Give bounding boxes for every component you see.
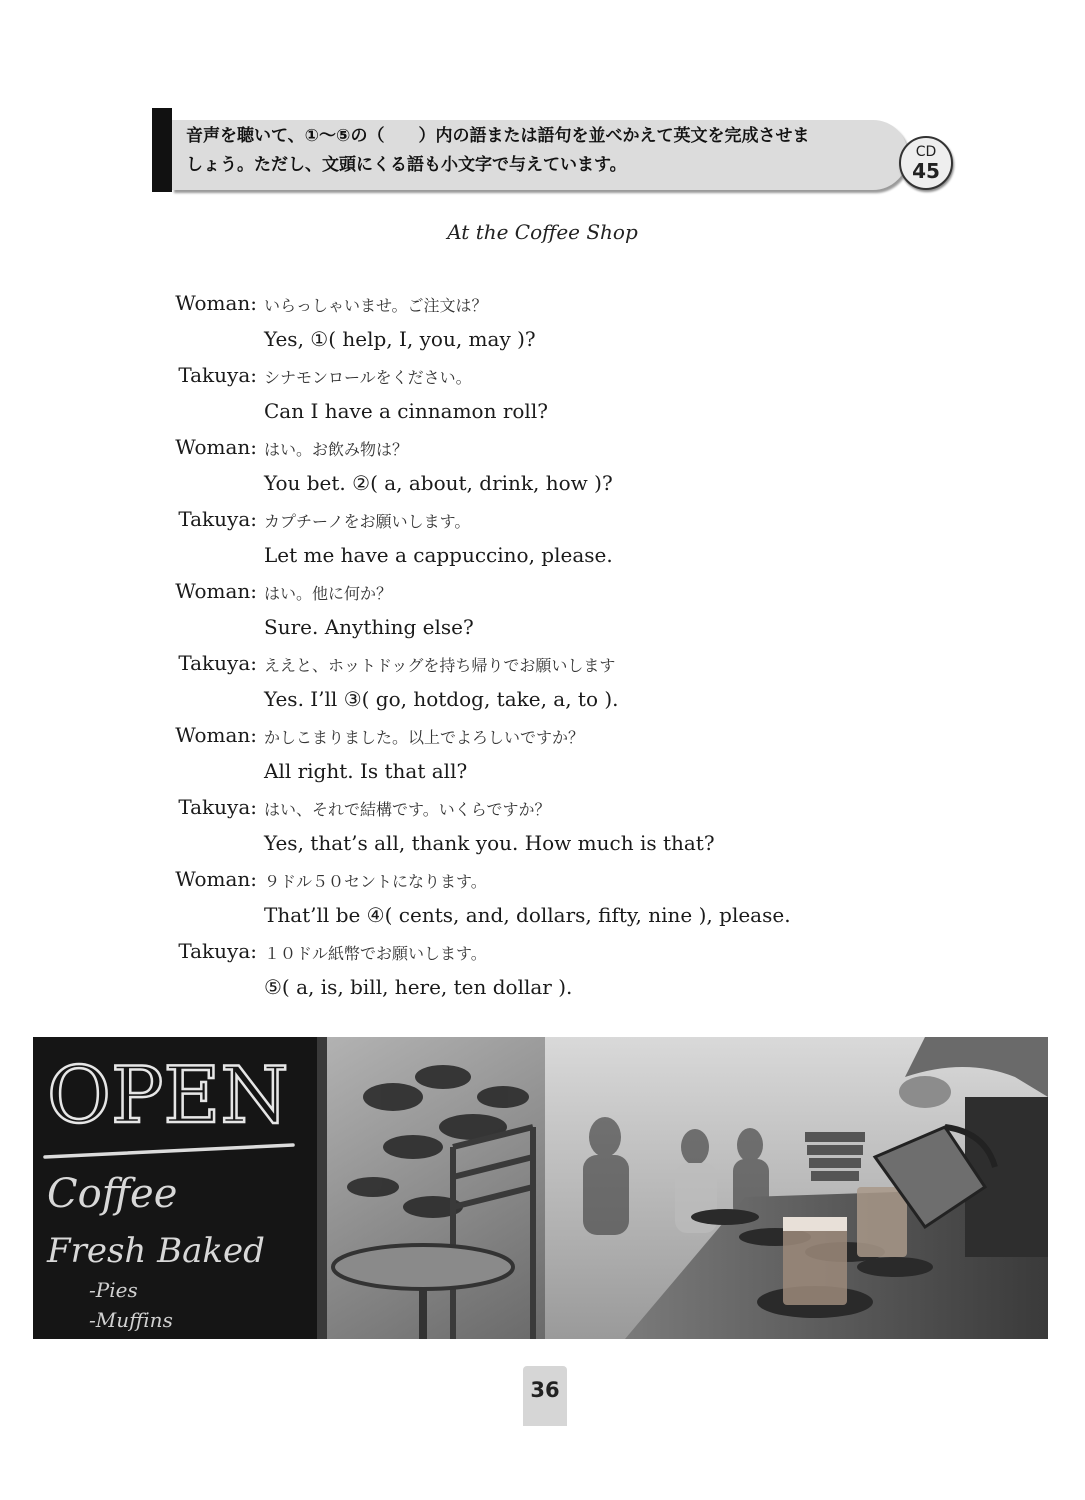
english-line: All right. Is that all? bbox=[264, 759, 468, 783]
dialogue-turn-en bbox=[0, 898, 1085, 934]
instruction-text: 音声を聴いて、①〜⑤の（ ）内の語または語句を並べかえて英文を完成させま しょう。ただし、文頭にくる語も小文字で与えています。 bbox=[186, 126, 810, 175]
dialogue-turn-en bbox=[0, 970, 1085, 1006]
dialogue-title: At the Coffee Shop bbox=[447, 220, 638, 244]
dialogue-turn-ja bbox=[0, 790, 1085, 826]
photo-chalkboard bbox=[33, 1037, 545, 1339]
japanese-line: カプチーノをお願いします。 bbox=[264, 512, 471, 531]
chalk-pies: -Pies bbox=[89, 1278, 138, 1302]
english-line: That’ll be ④( cents, and, dollars, fifty, nine ), please. bbox=[264, 903, 791, 927]
dialogue-turn-en bbox=[0, 538, 1085, 574]
speaker-name: Takuya: bbox=[178, 939, 257, 963]
chalk-open: OPEN bbox=[47, 1051, 289, 1141]
instruction-banner bbox=[152, 108, 940, 192]
banner-accent-bar bbox=[152, 108, 172, 192]
dialogue-turn-en bbox=[0, 394, 1085, 430]
japanese-line: １０ドル紙幣でお願いします。 bbox=[264, 944, 487, 963]
dialogue-turn-ja bbox=[0, 574, 1085, 610]
chalkboard-image bbox=[33, 1037, 545, 1339]
speaker-name: Woman: bbox=[175, 723, 257, 747]
dialogue-turn-en bbox=[0, 682, 1085, 718]
japanese-line: はい。お飲み物は？ bbox=[264, 440, 409, 459]
english-line: Let me have a cappuccino, please. bbox=[264, 543, 613, 567]
chalk-fresh-baked: Fresh Baked bbox=[47, 1231, 265, 1271]
cd-track-number: 45 bbox=[912, 159, 940, 183]
dialogue-turn-ja bbox=[0, 862, 1085, 898]
speaker-name: Woman: bbox=[175, 579, 257, 603]
barista-image bbox=[545, 1037, 1048, 1339]
speaker-name: Takuya: bbox=[178, 651, 257, 675]
speaker-name: Takuya: bbox=[178, 507, 257, 531]
japanese-line: ９ドル５０セントになります。 bbox=[264, 872, 487, 891]
dialogue-turn-ja bbox=[0, 430, 1085, 466]
english-line: Can I have a cinnamon roll? bbox=[264, 399, 548, 423]
cd-label: CD bbox=[915, 144, 937, 160]
page-number-tab bbox=[523, 1366, 567, 1426]
dialogue-turn-en bbox=[0, 754, 1085, 790]
page-number: 36 bbox=[530, 1378, 560, 1402]
dialogue-turn-en bbox=[0, 826, 1085, 862]
speaker-name: Takuya: bbox=[178, 363, 257, 387]
speaker-name: Woman: bbox=[175, 291, 257, 315]
dialogue-turn-ja bbox=[0, 718, 1085, 754]
chalk-muffins: -Muffins bbox=[89, 1308, 173, 1332]
english-line: ⑤( a, is, bill, here, ten dollar ). bbox=[264, 975, 573, 999]
dialogue-turn-ja bbox=[0, 934, 1085, 970]
dialogue-turn-ja bbox=[0, 646, 1085, 682]
dialogue-turn-en bbox=[0, 322, 1085, 358]
japanese-line: シナモンロールをください。 bbox=[264, 368, 472, 387]
english-line: You bet. ②( a, about, drink, how )? bbox=[264, 471, 613, 495]
dialogue-turn-ja bbox=[0, 502, 1085, 538]
speaker-name: Takuya: bbox=[178, 795, 257, 819]
english-line: Yes, ①( help, I, you, may )? bbox=[264, 327, 536, 351]
japanese-line: はい。他に何か？ bbox=[264, 584, 393, 603]
dialogue-turn-en bbox=[0, 610, 1085, 646]
english-line: Sure. Anything else? bbox=[264, 615, 474, 639]
dialogue-turn-en bbox=[0, 466, 1085, 502]
dialogue-turn-ja bbox=[0, 286, 1085, 322]
dialogue bbox=[0, 286, 1085, 1006]
banner-body bbox=[172, 120, 940, 190]
cd-track-badge bbox=[899, 136, 953, 190]
english-line: Yes. I’ll ③( go, hotdog, take, a, to ). bbox=[264, 687, 619, 711]
english-line: Yes, that’s all, thank you. How much is that? bbox=[264, 831, 715, 855]
japanese-line: ええと、ホットドッグを持ち帰りでお願いします bbox=[264, 656, 616, 675]
photo-barista bbox=[545, 1037, 1048, 1339]
dialogue-turn-ja bbox=[0, 358, 1085, 394]
japanese-line: いらっしゃいませ。ご注文は？ bbox=[264, 296, 488, 315]
japanese-line: はい、それで結構です。いくらですか？ bbox=[264, 800, 551, 819]
chalk-coffee: Coffee bbox=[47, 1171, 178, 1217]
speaker-name: Woman: bbox=[175, 867, 257, 891]
speaker-name: Woman: bbox=[175, 435, 257, 459]
japanese-line: かしこまりました。以上でよろしいですか？ bbox=[264, 728, 585, 747]
